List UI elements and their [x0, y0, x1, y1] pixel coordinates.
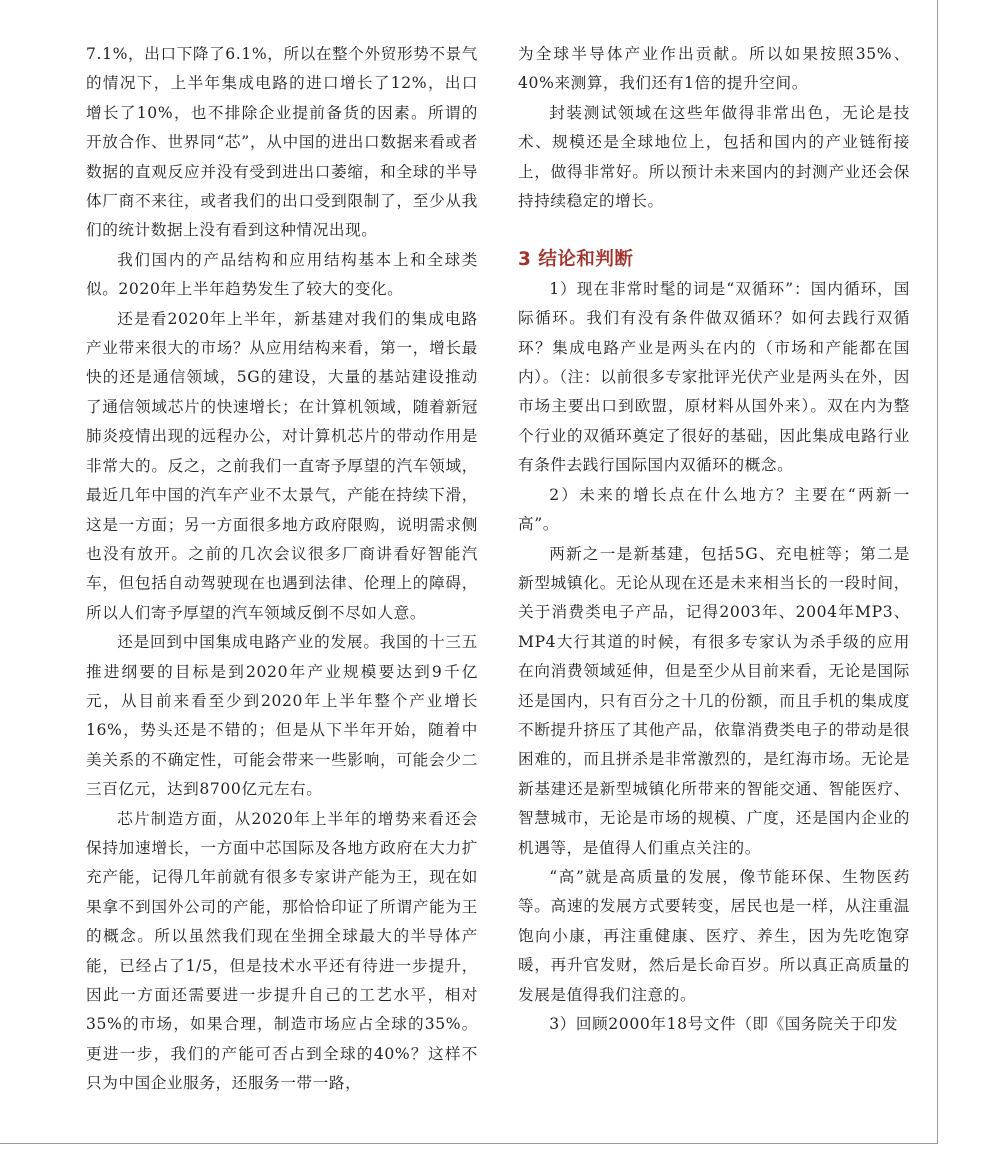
paragraph: 两新之一是新基建，包括5G、充电桩等；第二是新型城镇化。无论从现在还是未来相当长的一段时间，关于消费类电子产品，记得2003年、2004年MP3、MP4大行其道的时候，有很多专家认为杀手级的应用在向消费领域延伸，但是至少从目前来看，无论是国际还是国内，只有百分之十几的份额，而且手机的集成度不断提升挤压了其他产品，依靠消费类电子的带动是很困难的，而且拼杀是非常激烈的，是红海市场。无论是新基建还是新型城镇化所带来的智能交通、智能医疗、智慧城市，无论是市场的规模、广度，还是国内企业的机遇等，是值得人们重点关注的。 [518, 544, 910, 857]
paragraph: 还是看2020年上半年，新基建对我们的集成电路产业带来很大的市场？从应用结构来看，第一，增长最快的还是通信领域，5G的建设，大量的基站建设推动了通信领域芯片的快速增长；在计算机领域，随着新冠肺炎疫情出现的远程办公，对计算机芯片的带动作用是非常大的。反之，之前我们一直寄予厚望的汽车领域，最近几年中国的汽车产业不太景气，产能在持续下滑，这是一方面；另一方面很多地方政府限购，说明需求侧也没有放开。之前的几次会议很多厂商讲看好智能汽车，但包括自动驾驶现在也遇到法律、伦理上的障碍，所以人们寄予厚望的汽车领域反倒不尽如人意。 [86, 309, 478, 622]
paragraph: 我们国内的产品结构和应用结构基本上和全球类似。2020年上半年趋势发生了较大的变化。 [86, 250, 478, 299]
paragraph: 为全球半导体产业作出贡献。所以如果按照35%、40%来测算，我们还有1倍的提升空间。 [518, 45, 910, 93]
paragraph: “高”就是高质量的发展，像节能环保、生物医药等。高速的发展方式要转变，居民也是一样，从注重温饱向小康，再注重健康、医疗、养生，因为先吃饱穿暖，再升官发财，然后是长命百岁。所以真正高质量的发展是值得我们注意的。 [518, 867, 910, 1004]
paragraph: 3）回顾2000年18号文件（即《国务院关于印发 [549, 1015, 899, 1033]
section-heading: 3 结论和判断 [518, 249, 634, 271]
paragraph: 还是回到中国集成电路产业的发展。我国的十三五推进纲要的目标是到2020年产业规模要达到9千亿元，从目前来看至少到2020年上半年整个产业增长16%，势头还是不错的；但是从下半年开始，随着中美关系的不确定性，可能会带来一些影响，可能会少二三百亿元，达到8700亿元左右。 [86, 633, 478, 799]
left-column [86, 40, 478, 1099]
paragraph: 芯片制造方面，从2020年上半年的增势来看还会保持加速增长，一方面中芯国际及各地方政府在大力扩充产能，记得几年前就有很多专家讲产能为王，现在如果拿不到国外公司的产能，那恰恰印证了所谓产能为王的概念。所以虽然我们现在坐拥全球最大的半导体产能，已经占了1/5，但是技术水平还有待进一步提升，因此一方面还需要进一步提升自己的工艺水平，相对35%的市场，如果合理，制造市场应占全球的35%。更进一步，我们的产能可否占到全球的40%？这样不只为中国企业服务，还服务一带一路， [86, 809, 478, 1093]
paragraph: 封装测试领域在这些年做得非常出色，无论是技术、规模还是全球地位上，包括和国内的产业链衔接上，做得非常好。所以预计未来国内的封测产业还会保持持续稳定的增长。 [518, 103, 910, 211]
right-column [518, 40, 910, 1039]
paragraph: 2）未来的增长点在什么地方？主要在“两新一高”。 [518, 485, 910, 534]
paragraph: 1）现在非常时髦的词是“双循环”：国内循环，国际循环。我们有没有条件做双循环？如何去践行双循环？集成电路产业是两头在内的（市场和产能都在国内）。（注：以前很多专家批评光伏产业是两头在外，因市场主要出口到欧盟，原材料从国外来）。双在内为整个行业的双循环奠定了很好的基础，因此集成电路行业有条件去践行国际国内双循环的概念。 [518, 279, 910, 475]
paragraph: 7.1%，出口下降了6.1%，所以在整个外贸形势不景气的情况下，上半年集成电路的进口增长了12%，出口增长了10%，也不排除企业提前备货的因素。所谓的开放合作、世界同“芯”，从中国的进出口数据来看或者数据的直观反应并没有受到进出口萎缩，和全球的半导体厂商不来往，或者我们的出口受到限制了，至少从我们的统计数据上没有看到这种情况出现。 [86, 45, 478, 240]
